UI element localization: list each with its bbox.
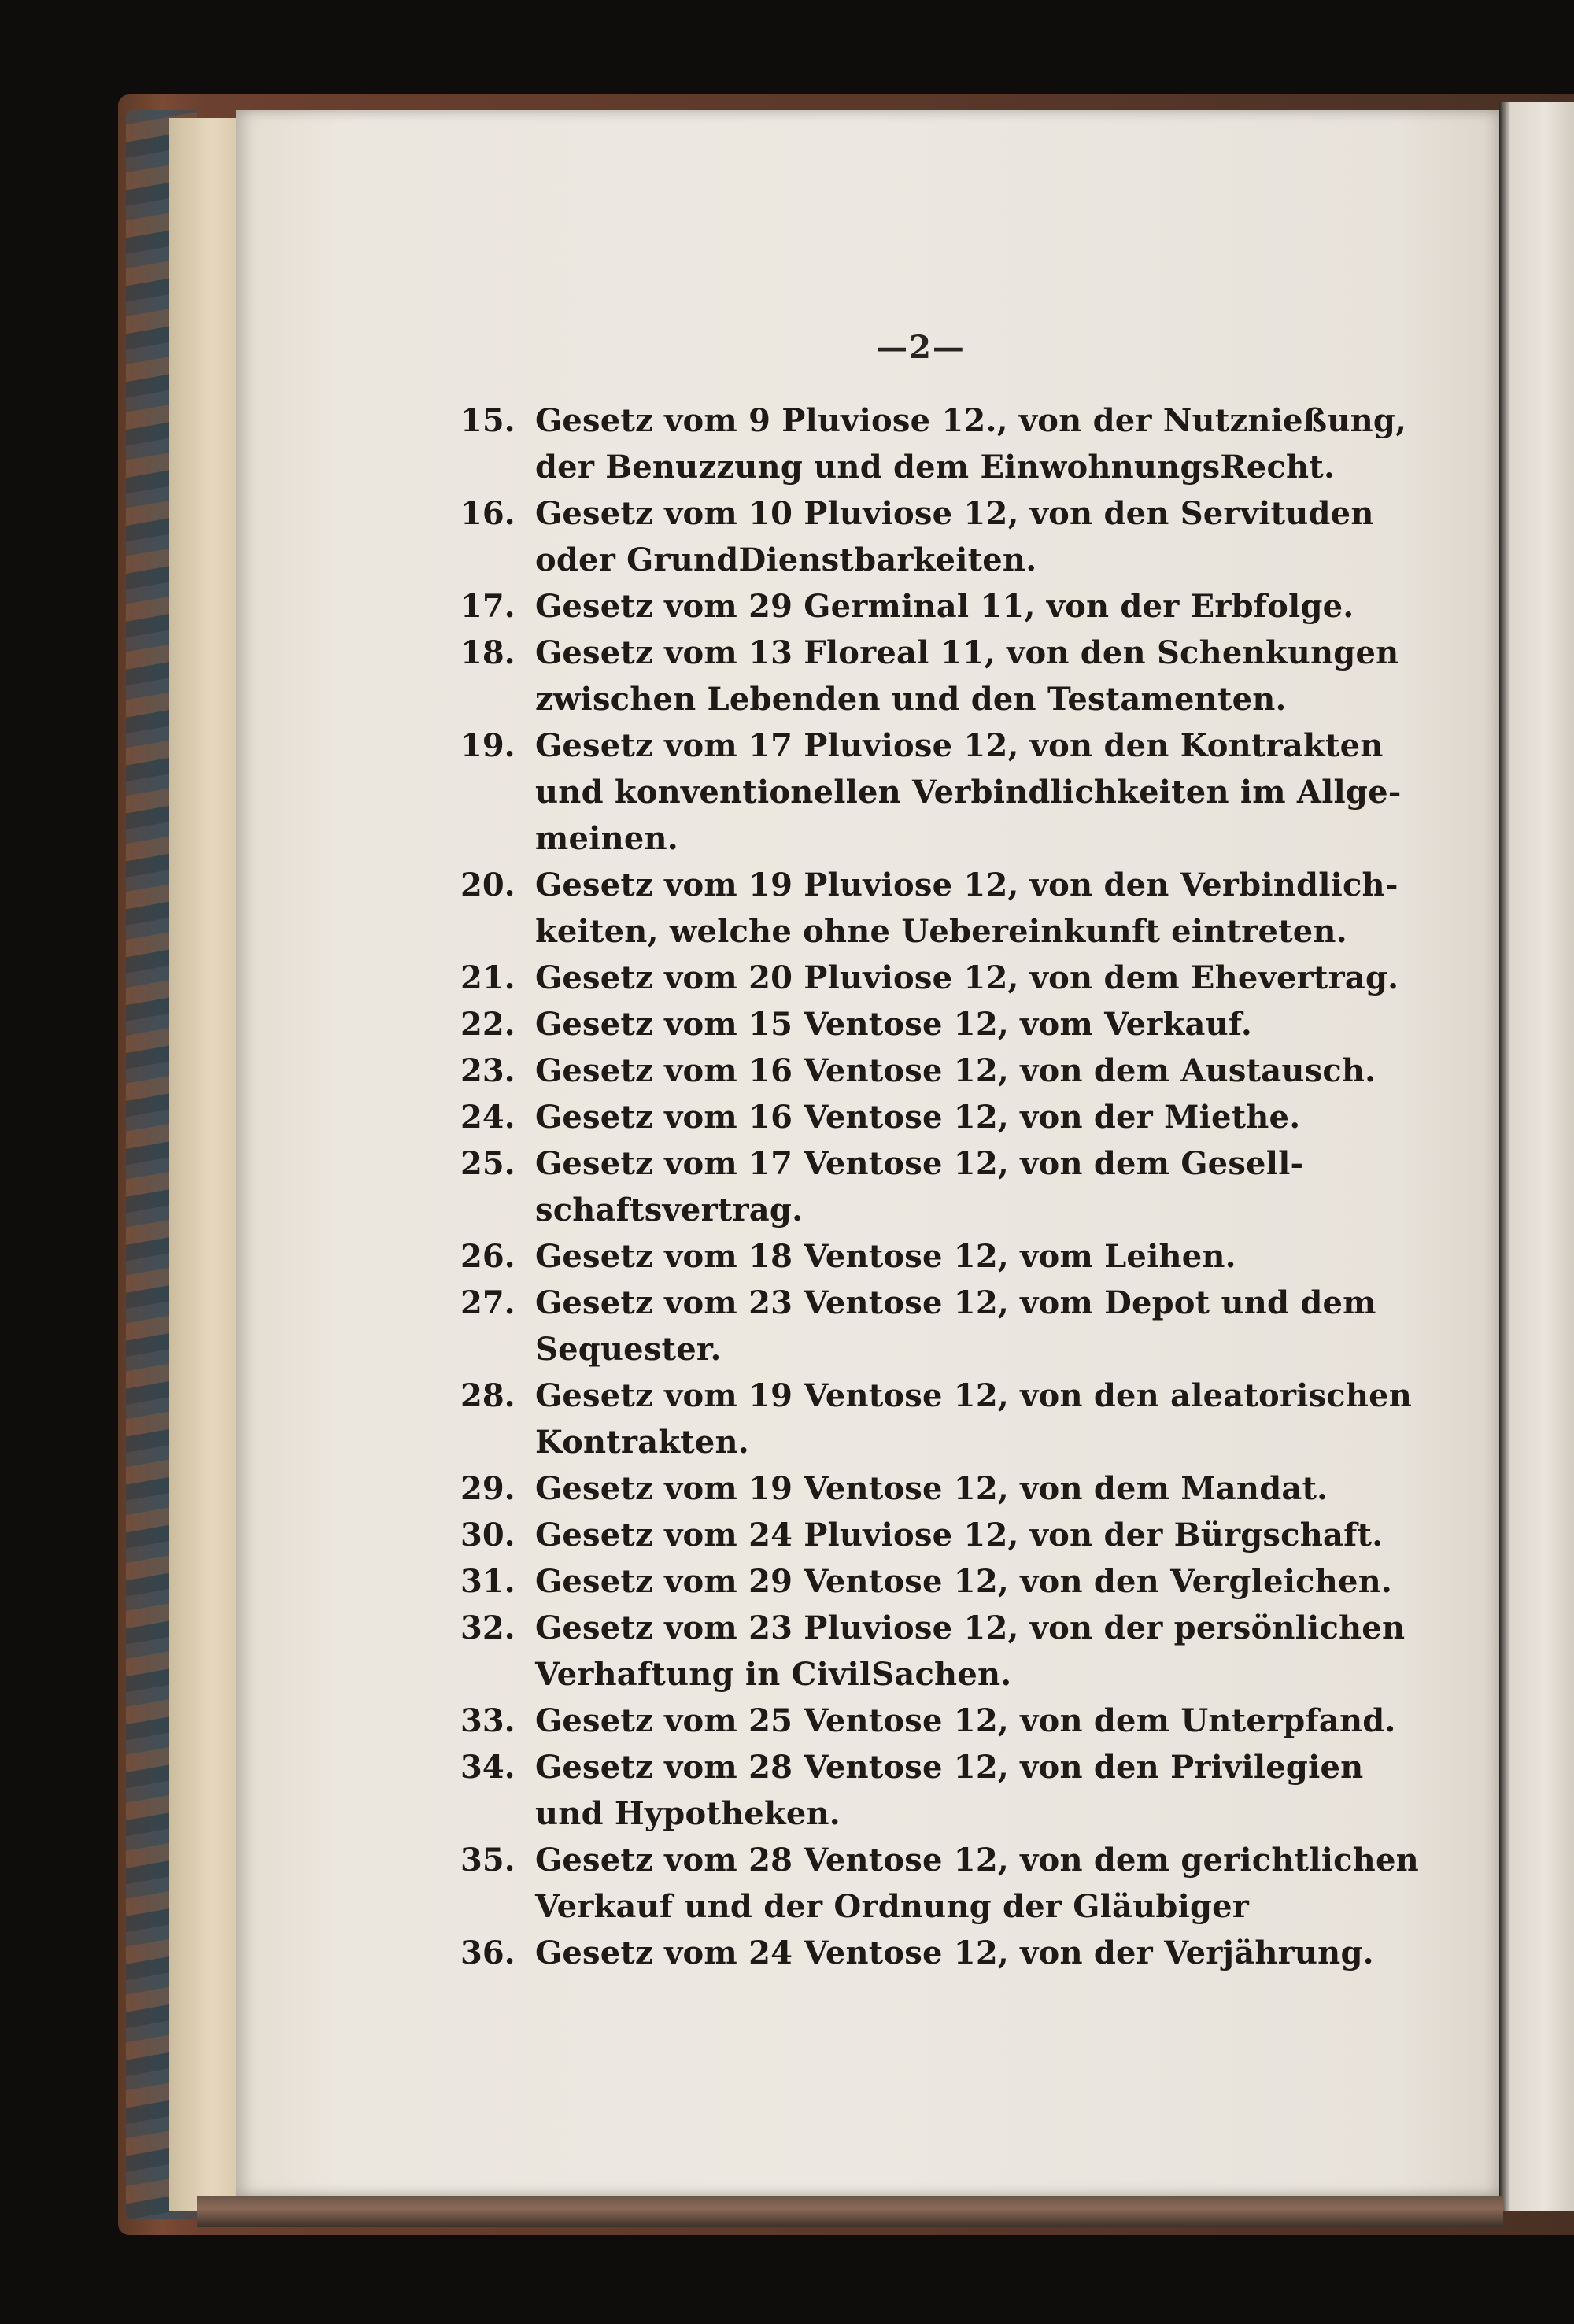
text-line: Gesetz vom 19 Ventose 12, von den aleatorischen — [535, 1377, 1413, 1414]
text-line: Verkauf und der Ordnung der Gläubiger — [535, 1888, 1250, 1925]
list-item — [460, 955, 1399, 1001]
list-item — [460, 1280, 1389, 1373]
text-line: Gesetz vom 25 Ventose 12, von dem Unterpfand. — [535, 1702, 1396, 1739]
item-number: 23. — [460, 1052, 515, 1089]
item-text — [535, 1373, 1412, 1465]
text-line: Gesetz vom 15 Ventose 12, vom Verkauf. — [535, 1006, 1252, 1043]
item-text — [535, 722, 1402, 862]
item-text — [535, 862, 1398, 955]
item-number: 32. — [460, 1609, 515, 1646]
text-line: Gesetz vom 28 Ventose 12, von den Privilegien — [535, 1749, 1364, 1786]
item-text — [535, 1744, 1389, 1837]
item-text — [535, 397, 1406, 490]
item-number: 20. — [460, 866, 515, 903]
text-line: Gesetz vom 29 Germinal 11, von der Erbfolge. — [535, 588, 1354, 625]
item-number: 33. — [460, 1702, 515, 1739]
text-line: Gesetz vom 9 Pluviose 12., von der Nutznießung, — [535, 402, 1407, 439]
item-number: 26. — [460, 1238, 515, 1275]
text-line: Gesetz vom 23 Pluviose 12, von der persönlichen — [535, 1609, 1406, 1646]
item-number: 31. — [460, 1563, 515, 1600]
item-number: 22. — [460, 1006, 515, 1043]
list-item — [460, 862, 1398, 955]
item-number: 34. — [460, 1749, 515, 1786]
list-item — [460, 397, 1407, 490]
list-item — [460, 1837, 1419, 1930]
list-item — [460, 490, 1389, 583]
page-number-header: —2— — [876, 329, 966, 366]
item-text — [535, 1280, 1389, 1373]
text-line: Gesetz vom 24 Ventose 12, von der Verjährung. — [535, 1934, 1374, 1971]
list-item — [460, 1930, 1389, 1976]
item-text — [535, 1094, 1389, 1140]
list-item — [460, 1047, 1389, 1094]
item-text — [535, 630, 1398, 722]
item-text — [535, 1465, 1389, 1512]
text-line: Gesetz vom 17 Ventose 12, von dem Gesell- — [535, 1145, 1304, 1182]
text-line: Gesetz vom 10 Pluviose 12, von den Servituden — [535, 495, 1374, 532]
bottom-binding-edge — [197, 2196, 1503, 2227]
item-text — [535, 1001, 1389, 1047]
list-item — [460, 583, 1389, 630]
text-line: zwischen Lebenden und den Testamenten. — [535, 681, 1287, 718]
item-number: 35. — [460, 1842, 515, 1879]
item-text — [535, 490, 1389, 583]
text-line: Gesetz vom 18 Ventose 12, vom Leihen. — [535, 1238, 1236, 1275]
item-text — [535, 583, 1389, 630]
item-number: 18. — [460, 634, 515, 671]
item-number: 19. — [460, 727, 515, 764]
item-text — [535, 1837, 1419, 1930]
text-line: oder GrundDienstbarkeiten. — [535, 541, 1037, 578]
text-line: keiten, welche ohne Uebereinkunft eintreten. — [535, 913, 1347, 950]
text-line: Gesetz vom 20 Pluviose 12, von dem Ehevertrag. — [535, 959, 1399, 996]
text-line: Verhaftung in CivilSachen. — [535, 1656, 1012, 1693]
item-text — [535, 1605, 1405, 1698]
text-line: Sequester. — [535, 1331, 722, 1368]
item-text — [535, 1233, 1389, 1280]
item-number: 24. — [460, 1099, 515, 1136]
text-line: und Hypotheken. — [535, 1795, 841, 1832]
facing-page-edge — [1499, 102, 1574, 2211]
text-line: Gesetz vom 16 Ventose 12, von dem Austausch. — [535, 1052, 1376, 1089]
text-line: Gesetz vom 23 Ventose 12, vom Depot und dem — [535, 1284, 1376, 1321]
list-item — [460, 1558, 1393, 1605]
item-text — [535, 1047, 1389, 1094]
list-item — [460, 1001, 1389, 1047]
list-item — [460, 1233, 1389, 1280]
item-text — [535, 1512, 1389, 1558]
text-line: Gesetz vom 24 Pluviose 12, von der Bürgschaft. — [535, 1517, 1384, 1554]
text-line: Kontrakten. — [535, 1424, 749, 1461]
text-line: Gesetz vom 28 Ventose 12, von dem gerichtlichen — [535, 1842, 1419, 1879]
text-line: und konventionellen Verbindlichkeiten im Allge- — [535, 774, 1402, 811]
list-item — [460, 1605, 1406, 1698]
item-number: 29. — [460, 1470, 515, 1507]
list-item — [460, 1744, 1389, 1837]
text-line: Gesetz vom 19 Ventose 12, von dem Mandat. — [535, 1470, 1328, 1507]
item-text — [535, 1698, 1396, 1744]
item-text — [535, 1558, 1392, 1605]
text-line: der Benuzzung und dem EinwohnungsRecht. — [535, 449, 1336, 486]
item-text — [535, 1140, 1389, 1233]
text-line: meinen. — [535, 820, 678, 857]
list-item — [460, 1140, 1389, 1233]
list-item — [460, 1094, 1389, 1140]
item-number: 15. — [460, 402, 515, 439]
text-line: Gesetz vom 13 Floreal 11, von den Schenkungen — [535, 634, 1399, 671]
item-number: 28. — [460, 1377, 515, 1414]
item-number: 17. — [460, 588, 515, 625]
text-line: Gesetz vom 19 Pluviose 12, von den Verbindlich- — [535, 866, 1398, 903]
item-text — [535, 1930, 1389, 1976]
list-item — [460, 1698, 1396, 1744]
list-item — [460, 1373, 1413, 1465]
text-line: Gesetz vom 16 Ventose 12, von der Miethe. — [535, 1099, 1301, 1136]
list-item — [460, 630, 1399, 722]
text-line: Gesetz vom 17 Pluviose 12, von den Kontrakten — [535, 727, 1384, 764]
list-item — [460, 1465, 1389, 1512]
text-line: Gesetz vom 29 Ventose 12, von den Vergleichen. — [535, 1563, 1393, 1600]
item-number: 36. — [460, 1934, 515, 1971]
inner-leaf-edge — [169, 118, 240, 2211]
list-item — [460, 1512, 1389, 1558]
item-number: 27. — [460, 1284, 515, 1321]
text-line: schaftsvertrag. — [535, 1192, 804, 1229]
item-number: 30. — [460, 1517, 515, 1554]
item-number: 25. — [460, 1145, 515, 1182]
item-number: 21. — [460, 959, 515, 996]
item-number: 16. — [460, 495, 515, 532]
law-list — [460, 397, 1419, 1976]
item-text — [535, 955, 1398, 1001]
list-item — [460, 722, 1402, 862]
